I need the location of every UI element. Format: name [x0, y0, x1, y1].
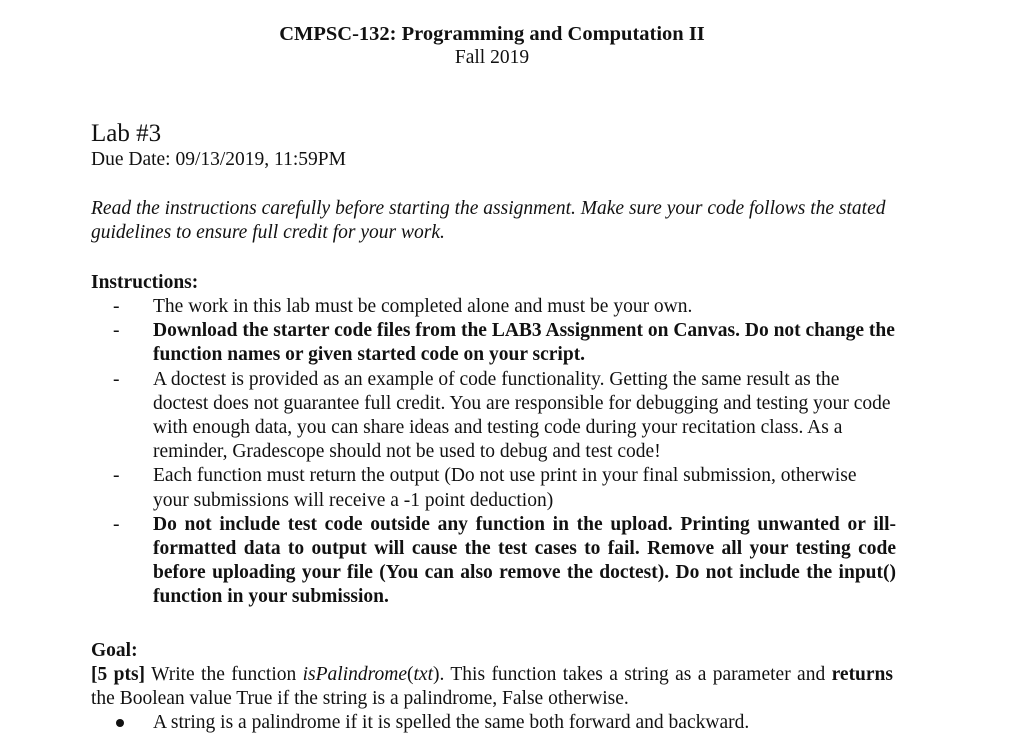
bullet-icon — [116, 719, 124, 727]
lab-title: Lab #3 — [91, 120, 162, 147]
dash-marker: - — [113, 296, 120, 317]
returns-word: returns — [831, 664, 893, 685]
instruction-text: Each function must return the output (Do not use print in your final submission, otherwise your submissions will receive a -1 point deduction) — [153, 465, 857, 511]
instruction-text: The work in this lab must be completed alone and must be your own. — [153, 296, 693, 317]
dash-marker: - — [113, 320, 120, 342]
function-name: isPalindrome — [302, 664, 407, 685]
dash-marker: - — [113, 513, 120, 535]
instruction-item — [91, 464, 896, 512]
instruction-item — [91, 513, 896, 610]
goal-text-part: the Boolean value True if the string is a palindrome, False otherwise. — [91, 688, 629, 709]
instructions-heading: Instructions: — [91, 272, 199, 293]
instruction-text: A doctest is provided as an example of code functionality. Getting the same result as the doctest does not guarantee full credit. You are responsible for debugging and testing your code with enough data, you can share ideas and testing code during your recitation class. As a reminder, Gradescope should not be used to debug and test code! — [153, 368, 891, 463]
goal-text-part: Write the function — [145, 664, 303, 685]
intro-paragraph — [91, 197, 891, 245]
goal-points: [5 pts] — [91, 664, 146, 685]
course-title: CMPSC-132: Programming and Computation II — [279, 23, 705, 45]
instruction-text: Download the starter code files from the LAB3 Assignment on Canvas. Do not change the function names or given started code on your script. — [153, 320, 895, 366]
goal-text — [91, 663, 893, 711]
dash-marker: - — [113, 465, 120, 487]
goal-text-part: ( — [407, 664, 414, 685]
intro-text: Read the instructions carefully before starting the assignment. Make sure your code follows the stated guidelines to ensure full credit for your work. — [91, 198, 886, 243]
goal-heading: Goal: — [91, 640, 138, 661]
instruction-text: Do not include test code outside any function in the upload. Printing unwanted or ill-formatted data to output will cause the test cases to fail. Remove all your testing code before uploading your file (You can also remove the doctest). Do not include the input() function in your submission. — [153, 513, 896, 608]
goal-text-part: ). This function takes a string as a parameter and — [433, 664, 832, 685]
dash-marker: - — [113, 368, 120, 390]
instruction-item — [91, 368, 896, 465]
function-param: txt — [413, 664, 433, 685]
instruction-item — [91, 295, 896, 319]
course-term: Fall 2019 — [454, 47, 530, 68]
instruction-item — [91, 319, 896, 367]
goal-bullet-item — [91, 711, 896, 735]
goal-bullet-text: A string is a palindrome if it is spelled the same both forward and backward. — [153, 712, 750, 733]
due-date: Due Date: 09/13/2019, 11:59PM — [91, 149, 346, 170]
goal-paragraph — [91, 663, 893, 711]
instructions-list — [91, 295, 896, 610]
goal-bullet-list — [91, 711, 896, 735]
